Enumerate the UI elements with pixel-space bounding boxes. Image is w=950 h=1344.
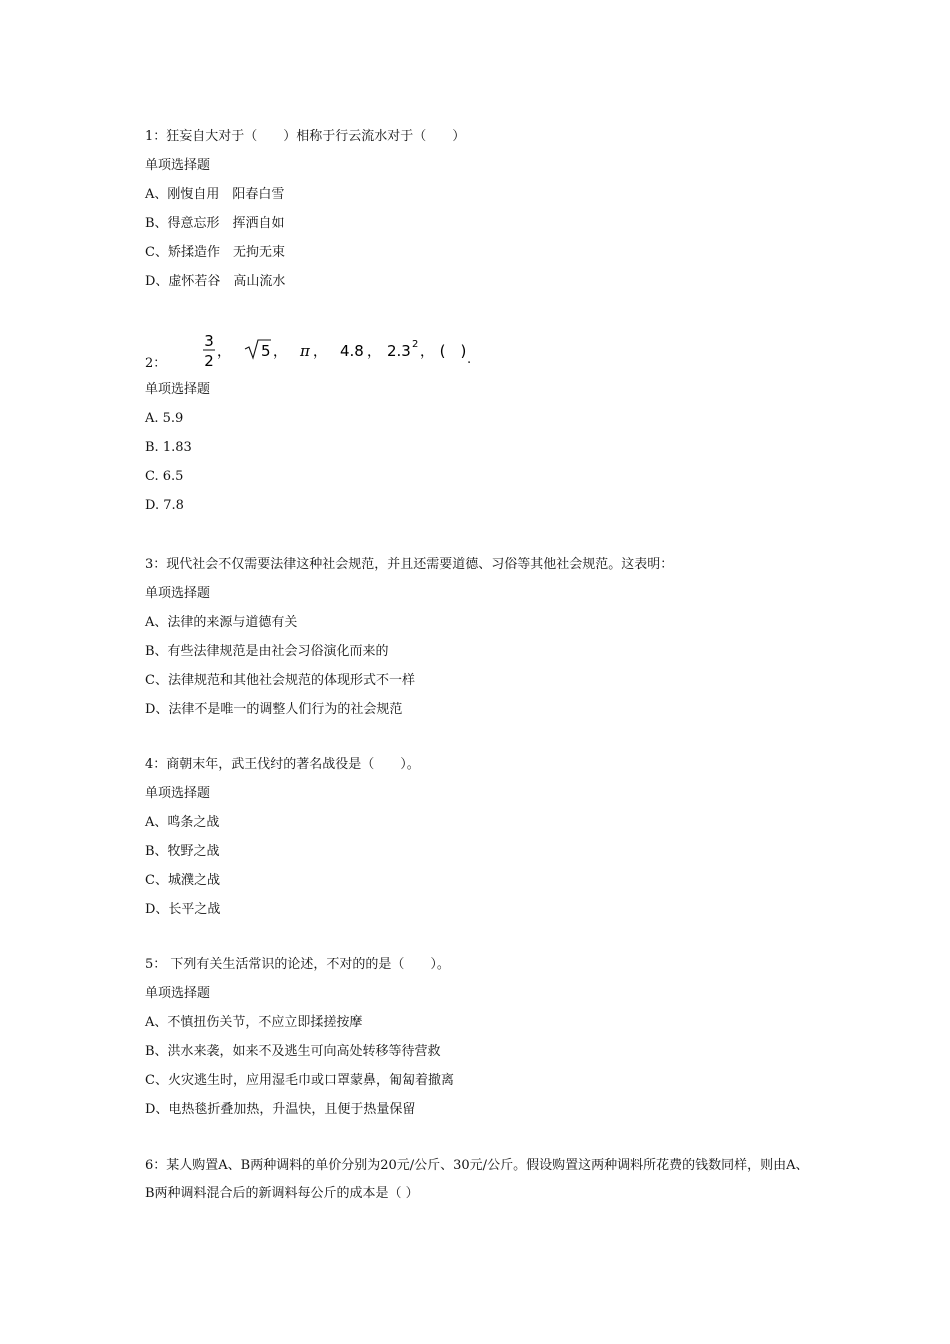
comma: ，	[367, 344, 381, 360]
option-d: D、长平之战	[145, 902, 221, 917]
option-d: D、电热毯折叠加热，升温快，且便于热量保留	[145, 1102, 416, 1117]
value-4-8: 4.8	[340, 342, 364, 360]
fraction-denominator: 2	[204, 352, 214, 368]
value-2-3: 2.3	[387, 342, 411, 360]
option-c: C、法律规范和其他社会规范的体现形式不一样	[145, 673, 415, 688]
fraction-numerator: 3	[204, 332, 214, 350]
option-d: D、虚怀若谷 高山流水	[145, 274, 286, 289]
question-text: 狂妄自大对于（ ）相称于行云流水对于（ ）	[166, 129, 466, 144]
question-number: 5：	[145, 957, 167, 972]
question-5	[145, 956, 825, 1119]
question-3	[145, 556, 825, 719]
question-6	[145, 1152, 810, 1208]
question-3-stem	[145, 556, 825, 574]
comma: ，	[420, 344, 434, 360]
question-1-stem	[145, 128, 825, 146]
question-number: 2：	[145, 356, 167, 371]
question-text: 现代社会不仅需要法律这种社会规范，并且还需要道德、习俗等其他社会规范。这表明：	[166, 557, 674, 572]
option-b: B、有些法律规范是由社会习俗演化而来的	[145, 644, 389, 659]
option-a: A. 5.9	[145, 411, 184, 426]
question-2-stem	[145, 330, 825, 370]
question-1	[145, 128, 825, 291]
sqrt-radicand: 5	[261, 342, 271, 360]
option-a: A、刚愎自用 阳春白雪	[145, 187, 285, 202]
question-text: 商朝末年，武王伐纣的著名战役是（ ）。	[166, 757, 420, 772]
option-b: B、牧野之战	[145, 844, 220, 859]
option-d: D、法律不是唯一的调整人们行为的社会规范	[145, 702, 403, 717]
question-4	[145, 756, 825, 919]
option-c: C、城濮之战	[145, 873, 220, 888]
question-number: 6：	[145, 1158, 167, 1173]
option-a: A、法律的来源与道德有关	[145, 615, 298, 630]
question-text: 下列有关生活常识的论述，不对的的是（ ）。	[166, 957, 450, 972]
answer-parentheses: ( )	[439, 342, 467, 360]
question-type: 单项选择题	[145, 382, 211, 397]
question-4-stem	[145, 756, 825, 774]
comma: ，	[273, 344, 287, 360]
comma: ，	[217, 344, 231, 360]
option-c: C. 6.5	[145, 469, 184, 484]
question-2	[145, 330, 825, 515]
question-type: 单项选择题	[145, 786, 211, 801]
option-c: C、火灾逃生时，应用湿毛巾或口罩蒙鼻，匍匐着撤离	[145, 1073, 454, 1088]
option-c: C、矫揉造作 无拘无束	[145, 245, 285, 260]
question-type: 单项选择题	[145, 158, 211, 173]
option-a: A、不慎扭伤关节，不应立即揉搓按摩	[145, 1015, 363, 1030]
option-b: B. 1.83	[145, 440, 192, 455]
question-type: 单项选择题	[145, 986, 211, 1001]
option-b: B、得意忘形 挥洒自如	[145, 216, 285, 231]
exponent: 2	[412, 339, 419, 350]
comma: ，	[313, 344, 327, 360]
question-text: 某人购置A、B两种调料的单价分别为20元/公斤、30元/公斤。假设购置这两种调料所花费的钱数同样，则由A、B两种调料混合后的新调料每公斤的成本是（ ）	[145, 1158, 809, 1201]
question-number: 1：	[145, 129, 167, 144]
pi-symbol: π	[300, 342, 310, 360]
question-type: 单项选择题	[145, 586, 211, 601]
question-6-stem	[145, 1152, 810, 1208]
question-number: 3：	[145, 557, 167, 572]
option-b: B、洪水来袭，如来不及逃生可向高处转移等待营救	[145, 1044, 441, 1059]
trailing-dot: .	[467, 352, 472, 367]
question-5-stem	[145, 956, 825, 974]
option-d: D. 7.8	[145, 498, 184, 513]
math-formula	[175, 330, 475, 368]
question-number: 4：	[145, 757, 167, 772]
option-a: A、鸣条之战	[145, 815, 220, 830]
